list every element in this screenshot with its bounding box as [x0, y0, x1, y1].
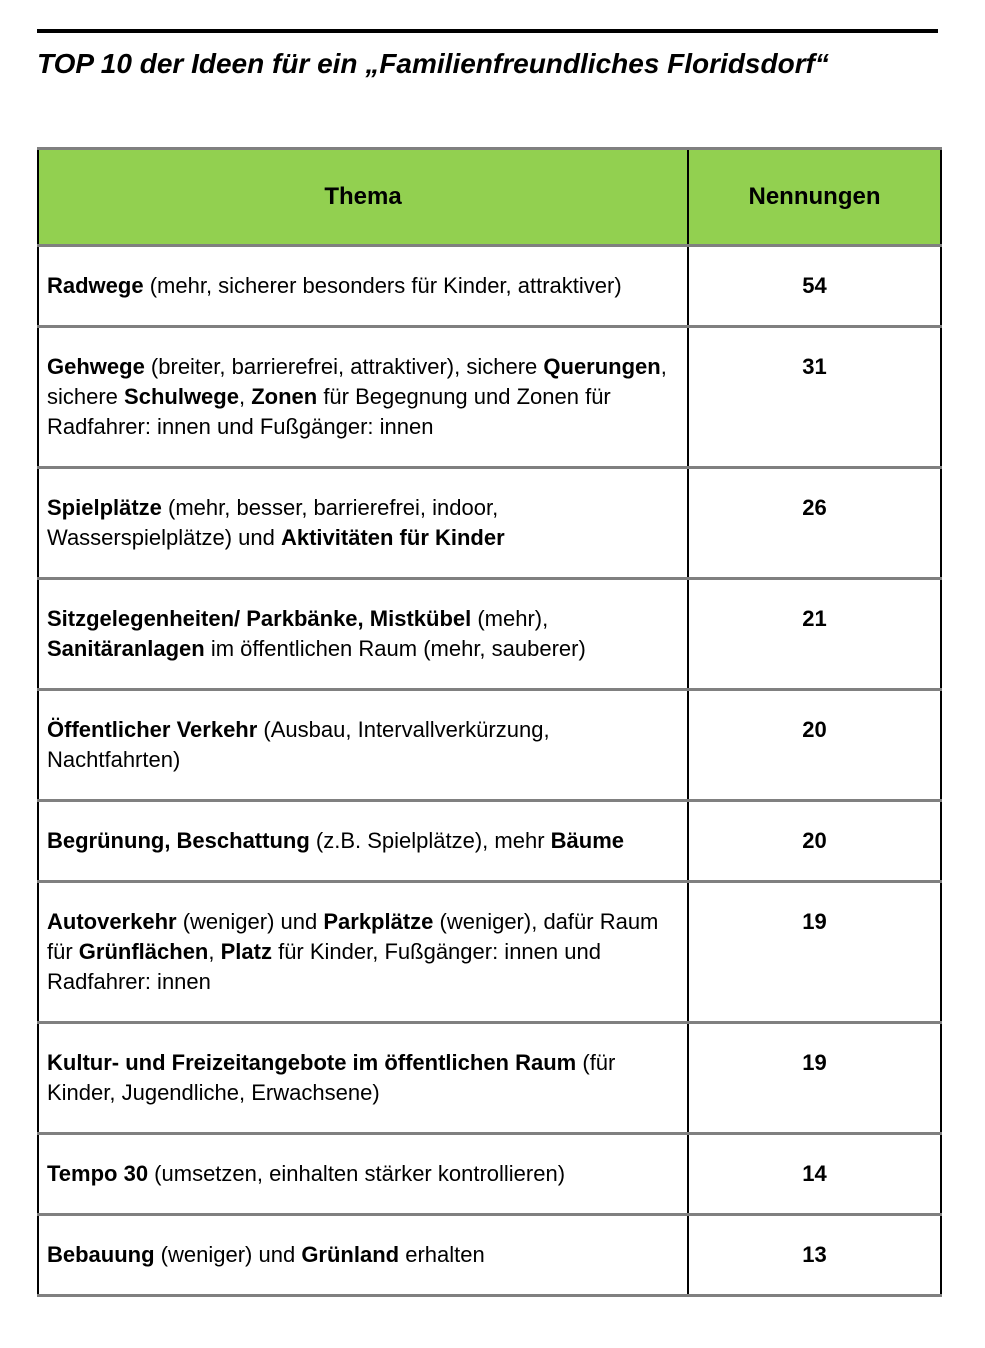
thema-keyword: Grünflächen: [78, 939, 209, 964]
table-row: [38, 579, 941, 690]
thema-cell: [38, 468, 688, 579]
thema-description: ,: [238, 384, 252, 409]
thema-keyword: Tempo 30: [47, 1161, 149, 1186]
nennungen-cell: 19: [688, 882, 941, 1023]
thema-keyword: Bebauung: [47, 1242, 155, 1267]
thema-description: (Ausbau, Intervallverkürzung, Nachtfahrten): [47, 717, 550, 772]
thema-keyword: Radwege: [47, 273, 144, 298]
thema-keyword: Kultur- und Freizeitangebote im öffentlichen Raum: [47, 1050, 577, 1075]
thema-cell: [38, 690, 688, 801]
thema-description: für Kinder, Fußgänger: innen und Radfahrer: innen: [47, 939, 601, 994]
thema-keyword: Parkplätze: [323, 909, 434, 934]
thema-description: (mehr),: [471, 606, 549, 631]
nennungen-cell: 26: [688, 468, 941, 579]
thema-description: für Begegnung und Zonen für Radfahrer: innen und Fußgänger: innen: [47, 384, 611, 439]
nennungen-cell: 20: [688, 801, 941, 882]
thema-keyword: Sanitäranlagen: [47, 636, 205, 661]
thema-keyword: Querungen: [543, 354, 661, 379]
nennungen-cell: 20: [688, 690, 941, 801]
thema-keyword: Öffentlicher Verkehr: [47, 717, 258, 742]
table-row: [38, 882, 941, 1023]
thema-keyword: Schulwege: [124, 384, 239, 409]
table-row: [38, 1215, 941, 1296]
nennungen-cell: 14: [688, 1134, 941, 1215]
thema-cell: [38, 1134, 688, 1215]
thema-description: (weniger) und: [176, 909, 324, 934]
thema-description: (umsetzen, einhalten stärker kontrollieren): [148, 1161, 566, 1186]
thema-cell: [38, 246, 688, 327]
thema-description: , sichere: [47, 354, 667, 409]
thema-keyword: Aktivitäten für Kinder: [280, 525, 505, 550]
thema-description: ,: [208, 939, 221, 964]
thema-keyword: Bäume: [550, 828, 625, 853]
nennungen-cell: 21: [688, 579, 941, 690]
thema-description: (z.B. Spielplätze), mehr: [309, 828, 551, 853]
thema-keyword: Spielplätze: [47, 495, 162, 520]
thema-keyword: Platz: [220, 939, 272, 964]
table-row: [38, 327, 941, 468]
table-header-row: [38, 149, 941, 246]
thema-keyword: Sitzgelegenheiten/ Parkbänke, Mistkübel: [47, 606, 472, 631]
table-row: [38, 246, 941, 327]
thema-cell: [38, 1023, 688, 1134]
table-row: [38, 468, 941, 579]
nennungen-cell: 19: [688, 1023, 941, 1134]
thema-keyword: Gehwege: [47, 354, 145, 379]
table-row: [38, 801, 941, 882]
thema-cell: [38, 882, 688, 1023]
nennungen-cell: 13: [688, 1215, 941, 1296]
thema-description: (breiter, barrierefrei, attraktiver), sichere: [144, 354, 544, 379]
thema-cell: [38, 801, 688, 882]
thema-cell: [38, 1215, 688, 1296]
nennungen-column-header: Nennungen: [688, 149, 941, 246]
thema-keyword: Grünland: [301, 1242, 400, 1267]
thema-description: erhalten: [399, 1242, 485, 1267]
thema-keyword: Autoverkehr: [47, 909, 177, 934]
table-row: [38, 1134, 941, 1215]
thema-column-header: Thema: [38, 149, 688, 246]
thema-description: (für Kinder, Jugendliche, Erwachsene): [47, 1050, 616, 1105]
thema-keyword: Zonen: [251, 384, 318, 409]
thema-cell: [38, 327, 688, 468]
nennungen-cell: 31: [688, 327, 941, 468]
thema-description: (mehr, besser, barrierefrei, indoor, Wasserspielplätze) und: [47, 495, 499, 550]
thema-description: (weniger), dafür Raum für: [47, 909, 659, 964]
nennungen-cell: 54: [688, 246, 941, 327]
page-title: TOP 10 der Ideen für ein „Familienfreundliches Floridsdorf“: [37, 48, 829, 79]
table-row: [38, 690, 941, 801]
thema-description: im öffentlichen Raum (mehr, sauberer): [204, 636, 586, 661]
top-rule-divider: [37, 29, 938, 33]
thema-description: (mehr, sicherer besonders für Kinder, attraktiver): [143, 273, 622, 298]
table-row: [38, 1023, 941, 1134]
thema-description: (weniger) und: [154, 1242, 302, 1267]
thema-cell: [38, 579, 688, 690]
thema-keyword: Begrünung, Beschattung: [47, 828, 310, 853]
top10-ideas-table: [37, 147, 942, 1297]
